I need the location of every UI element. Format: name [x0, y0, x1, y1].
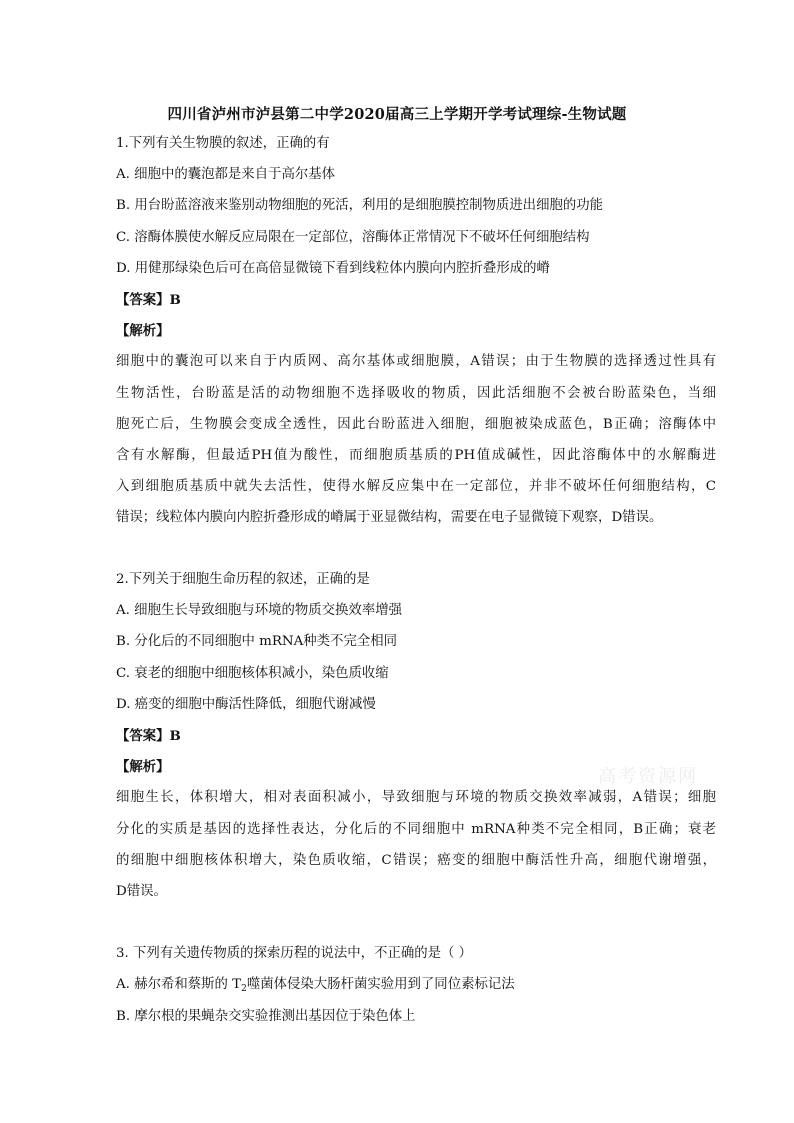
question-1-analysis-line: 含有水解酶，但最适PH值为酸性，而细胞质基质的PH值成碱性，因此溶酶体中的水解酶进 — [116, 448, 716, 463]
question-2-answer: 【答案】B — [116, 728, 181, 744]
question-2-analysis-line: 的细胞中细胞核体积增大，染色质收缩，C错误；癌变的细胞中酶活性升高，细胞代谢增强， — [116, 853, 716, 868]
question-3-option-b: B. 摩尔根的果蝇杂交实验推测出基因位于染色体上 — [116, 1009, 416, 1024]
question-1-analysis-line: 错误；线粒体内膜向内腔折叠形成的嵴属于亚显微结构，需要在电子显微镜下观察，D错误。 — [116, 510, 663, 525]
question-1-analysis-line: 生物活性，台盼蓝是活的动物细胞不选择吸收的物质，因此活细胞不会被台盼蓝染色，当细 — [116, 386, 716, 401]
question-2-analysis-label: 【解析】 — [116, 759, 170, 775]
question-2-stem: 2.下列关于细胞生命历程的叙述，正确的是 — [116, 572, 370, 587]
question-1-stem: 1.下列有关生物膜的叙述，正确的有 — [116, 136, 330, 151]
question-2-option-b: B. 分化后的不同细胞中 mRNA种类不完全相同 — [116, 634, 398, 649]
option-a-text-post: 噬菌体侵染大肠杆菌实验用到了同位素标记法 — [246, 977, 515, 992]
question-3-stem: 3. 下列有关遗传物质的探索历程的说法中，不正确的是（ ） — [116, 946, 473, 961]
question-1-option-b: B. 用台盼蓝溶液来鉴别动物细胞的死活，利用的是细胞膜控制物质进出细胞的功能 — [116, 198, 604, 213]
question-2-option-c: C. 衰老的细胞中细胞核体积减小，染色质收缩 — [116, 666, 389, 681]
question-2-option-d: D. 癌变的细胞中酶活性降低，细胞代谢减慢 — [116, 697, 376, 712]
question-1-option-a: A. 细胞中的囊泡都是来自于高尔基体 — [116, 167, 336, 182]
question-2-option-a: A. 细胞生长导致细胞与环境的物质交换效率增强 — [116, 603, 402, 618]
question-1-analysis-line: 细胞中的囊泡可以来自于内质网、高尔基体或细胞膜，A错误；由于生物膜的选择透过性具有 — [116, 354, 716, 369]
question-1-option-d: D. 用健那绿染色后可在高倍显微镜下看到线粒体内膜向内腔折叠形成的嵴 — [116, 261, 550, 276]
question-2-analysis-line: 分化的实质是基因的选择性表达，分化后的不同细胞中 mRNA种类不完全相同，B正确；衰老 — [116, 822, 716, 837]
question-2-analysis-line: 细胞生长，体积增大，相对表面积减小，导致细胞与环境的物质交换效率减弱，A错误；细胞 — [116, 790, 716, 805]
question-1-analysis-line: 入到细胞质基质中就失去活性，使得水解反应集中在一定部位，并非不破坏任何细胞结构，C — [116, 479, 716, 494]
question-1-answer: 【答案】B — [116, 292, 181, 308]
watermark: 高考资源网 — [598, 766, 698, 787]
subscript-2: 2 — [241, 984, 247, 994]
page-title: 四川省泸州市泸县第二中学2020届高三上学期开学考试理综-生物试题 — [167, 106, 627, 123]
question-2-analysis-line: D错误。 — [116, 884, 167, 899]
question-1-analysis-label: 【解析】 — [116, 323, 170, 339]
question-1-option-c: C. 溶酶体膜使水解反应局限在一定部位，溶酶体正常情况下不破坏任何细胞结构 — [116, 230, 590, 245]
option-a-text-pre: A. 赫尔希和蔡斯的 T — [116, 977, 242, 992]
question-1-analysis-line: 胞死亡后，生物膜会变成全透性，因此台盼蓝进入细胞，细胞被染成蓝色，B正确；溶酶体中 — [116, 417, 716, 432]
question-3-option-a — [116, 975, 716, 999]
